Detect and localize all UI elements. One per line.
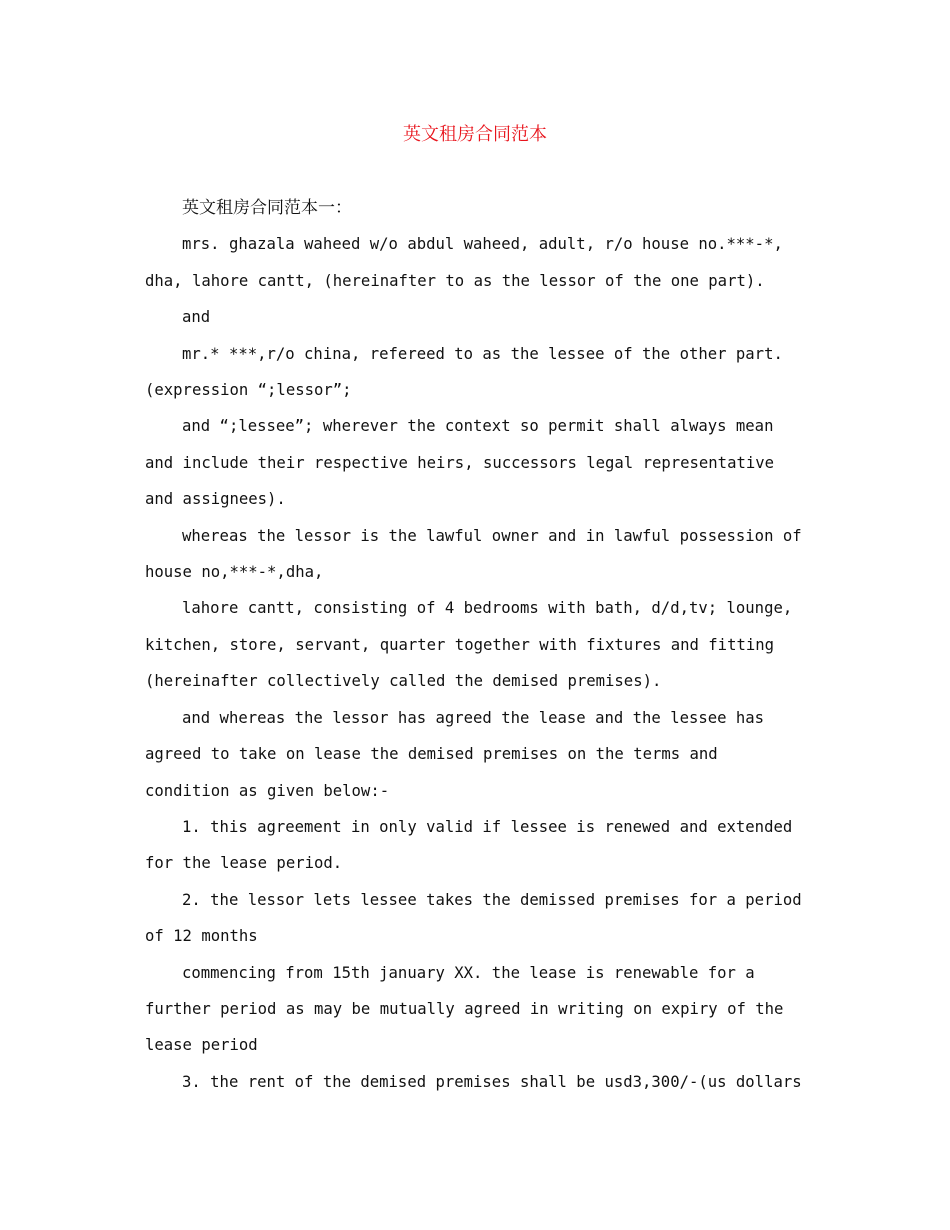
paragraph-whereas-owner: whereas the lessor is the lawful owner and in lawful possession of house no,***-*,dha, <box>145 526 802 582</box>
paragraph-premises-description: lahore cantt, consisting of 4 bedrooms with bath, d/d,tv; lounge, kitchen, store, servant, quarter together with fixtures and fitting (hereinafter collectively called the demised premises). <box>145 599 793 691</box>
paragraph-lessee: mr.* ***,r/o china, refereed to as the lessee of the other part. (expression “;lessor”; <box>145 344 783 400</box>
document-title: 英文租房合同范本 <box>403 124 547 145</box>
clause-2: 2. the lessor lets lessee takes the demissed premises for a period of 12 months <box>145 890 802 946</box>
paragraph-and: and <box>182 308 211 327</box>
paragraph-lessor: mrs. ghazala waheed w/o abdul waheed, adult, r/o house no.***-*, dha, lahore cantt, (hereinafter to as the lessor of the one part). <box>145 235 783 290</box>
clause-3: 3. the rent of the demised premises shall be usd3,300/-(us dollars <box>182 1072 802 1091</box>
section-heading: 英文租房合同范本一： <box>182 198 352 218</box>
paragraph-expression: and “;lessee”; wherever the context so permit shall always mean and include their respective heirs, successors legal representative and assignees). <box>145 417 775 509</box>
paragraph-whereas-agreed: and whereas the lessor has agreed the lease and the lessee has agreed to take on lease the demised premises on the terms and condition as given below:- <box>145 708 765 800</box>
clause-1: 1. this agreement in only valid if lessee is renewed and extended for the lease period. <box>145 817 793 873</box>
document-body <box>145 190 810 1100</box>
clause-2-continued: commencing from 15th january XX. the lease is renewable for a further period as may be mutually agreed in writing on expiry of the lease period <box>145 963 784 1055</box>
